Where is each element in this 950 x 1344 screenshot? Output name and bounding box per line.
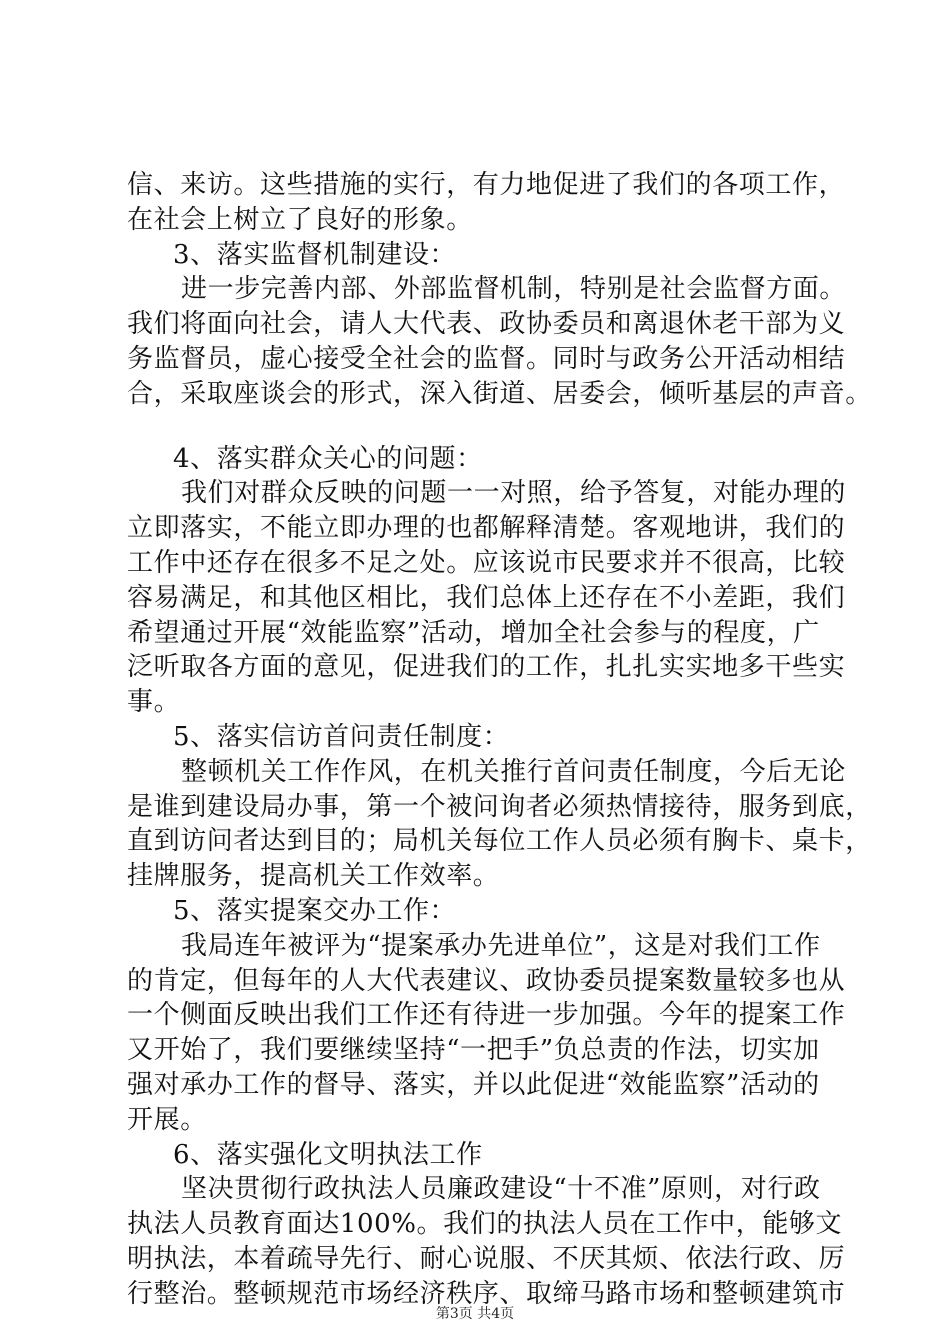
section-heading: [127, 894, 832, 929]
section-heading: [127, 720, 832, 755]
paragraph: [127, 755, 872, 894]
text-line: 开展。: [127, 1104, 207, 1135]
text-line: 4、落实群众关心的问题：: [173, 443, 483, 474]
paragraph: [127, 168, 846, 238]
text-line: 立即落实，不能立即办理的也都解释清楚。客观地讲，我们的: [127, 513, 846, 544]
paragraph: [127, 1172, 846, 1311]
text-line: 合，采取座谈会的形式，深入街道、居委会，倾听基层的声音。: [127, 378, 872, 409]
text-line: 泛听取各方面的意见，促进我们的工作，扎扎实实地多干些实: [127, 652, 846, 683]
text-line: 挂牌服务，提高机关工作效率。: [127, 861, 500, 892]
text-line: 行整治。整顿规范市场经济秩序、取缔马路市场和整顿建筑市: [127, 1278, 846, 1309]
text-line: 工作中还存在很多不足之处。应该说市民要求并不很高，比较: [127, 547, 846, 578]
paragraph-gap: [127, 412, 832, 442]
text-line: 我局连年被评为“提案承办先进单位”，这是对我们工作: [181, 930, 821, 961]
text-line: 希望通过开展“效能监察”活动，增加全社会参与的程度，广: [127, 617, 820, 648]
text-line: 坚决贯彻行政执法人员廉政建设“十不准”原则，对行政: [181, 1174, 821, 1205]
text-line: 直到访问者达到目的；局机关每位工作人员必须有胸卡、桌卡，: [127, 826, 872, 857]
text-line: 一个侧面反映出我们工作还有待进一步加强。今年的提案工作: [127, 1000, 846, 1031]
paragraph: [127, 272, 872, 411]
paragraph: [127, 476, 847, 720]
text-line: 我们对群众反映的问题一一对照，给予答复，对能办理的: [181, 478, 847, 509]
text-line: 整顿机关工作作风，在机关推行首问责任制度，今后无论: [181, 756, 847, 787]
text-line: 信、来访。这些措施的实行，有力地促进了我们的各项工作，: [127, 170, 846, 200]
text-line: 务监督员，虚心接受全社会的监督。同时与政务公开活动相结: [127, 343, 846, 374]
text-line: 在社会上树立了良好的形象。: [127, 204, 473, 235]
text-line: 3、落实监督机制建设：: [173, 239, 457, 270]
text-line: 又开始了，我们要继续坚持“一把手”负总责的作法，切实加: [127, 1035, 820, 1066]
section-heading: [127, 1138, 832, 1173]
text-line: 的肯定，但每年的人大代表建议、政协委员提案数量较多也从: [127, 965, 846, 996]
text-line: 明执法，本着疏导先行、耐心说服、不厌其烦、依法行政、厉: [127, 1243, 846, 1274]
document-body: [127, 168, 872, 1312]
text-line: 我们将面向社会，请人大代表、政协委员和离退休老干部为义: [127, 309, 846, 340]
text-line: 6、落实强化文明执法工作: [173, 1139, 483, 1170]
text-line: 容易满足，和其他区相比，我们总体上还存在不小差距，我们: [127, 582, 846, 613]
page-footer: 第3页 共4页: [435, 1306, 515, 1322]
paragraph: [127, 929, 846, 1138]
section-heading: [127, 442, 832, 477]
text-line: 5、落实提案交办工作：: [173, 895, 457, 926]
text-line: 是谁到建设局办事，第一个被问询者必须热情接待，服务到底，: [127, 791, 872, 822]
text-line: 强对承办工作的督导、落实，并以此促进“效能监察”活动的: [127, 1069, 820, 1100]
text-line: 事。: [127, 687, 181, 718]
text-line: 5、落实信访首问责任制度：: [173, 721, 510, 752]
text-line: 进一步完善内部、外部监督机制，特别是社会监督方面。: [181, 274, 847, 305]
section-heading: [127, 238, 832, 273]
text-line: 执法人员教育面达100%。我们的执法人员在工作中，能够文: [127, 1209, 843, 1240]
